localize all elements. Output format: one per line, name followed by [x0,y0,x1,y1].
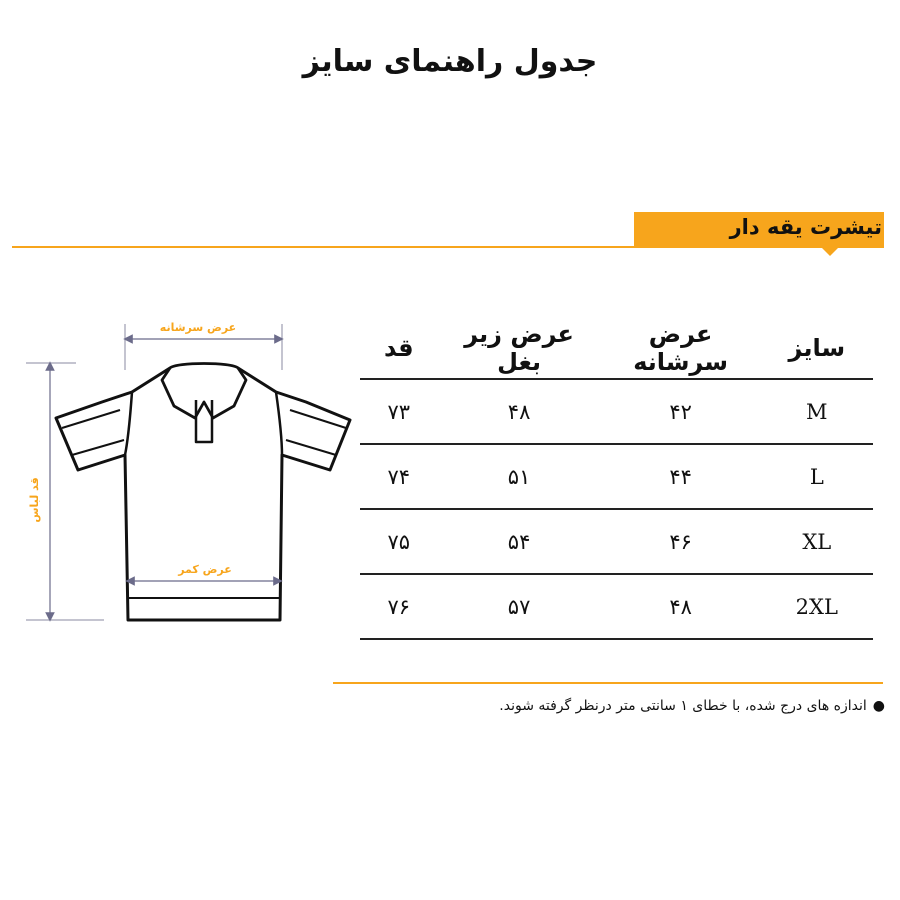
garment-length-label: قد لباس [28,477,41,523]
header-size: سایز [761,318,873,379]
table-row [360,509,873,574]
waist-width-label: عرض کمر [178,563,232,576]
header-armpit-width: عرض زیر بغل [438,318,601,379]
cell-length: ۷۴ [360,444,438,509]
bullet-icon: ● [872,698,885,714]
size-table [360,318,873,640]
length-dimension [26,363,104,620]
header-length: قد [360,318,438,379]
note-text: اندازه های درج شده، با خطای ۱ سانتی متر درنظر گرفته شوند. [499,698,867,714]
cell-size: M [761,379,873,444]
cell-size: XL [761,509,873,574]
cell-armpit: ۵۴ [438,509,601,574]
page-title: جدول راهنمای سایز [302,44,598,79]
cell-armpit: ۵۱ [438,444,601,509]
cell-length: ۷۳ [360,379,438,444]
measurement-note [360,698,885,714]
cell-shoulder: ۴۲ [601,379,761,444]
table-row [360,379,873,444]
header-shoulder-width: عرض سرشانه [601,318,761,379]
table-row [360,574,873,639]
cell-length: ۷۵ [360,509,438,574]
cell-armpit: ۵۷ [438,574,601,639]
cell-shoulder: ۴۴ [601,444,761,509]
cell-length: ۷۶ [360,574,438,639]
cell-armpit: ۴۸ [438,379,601,444]
cell-shoulder: ۴۶ [601,509,761,574]
shoulder-width-label: عرض سرشانه [159,321,237,334]
table-header-row [360,318,873,379]
table-row [360,444,873,509]
cell-size: L [761,444,873,509]
category-label: تیشرت یقه دار [729,215,882,239]
footer-divider [333,682,883,684]
cell-size: 2XL [761,574,873,639]
cell-shoulder: ۴۸ [601,574,761,639]
waist-dimension [130,563,278,581]
